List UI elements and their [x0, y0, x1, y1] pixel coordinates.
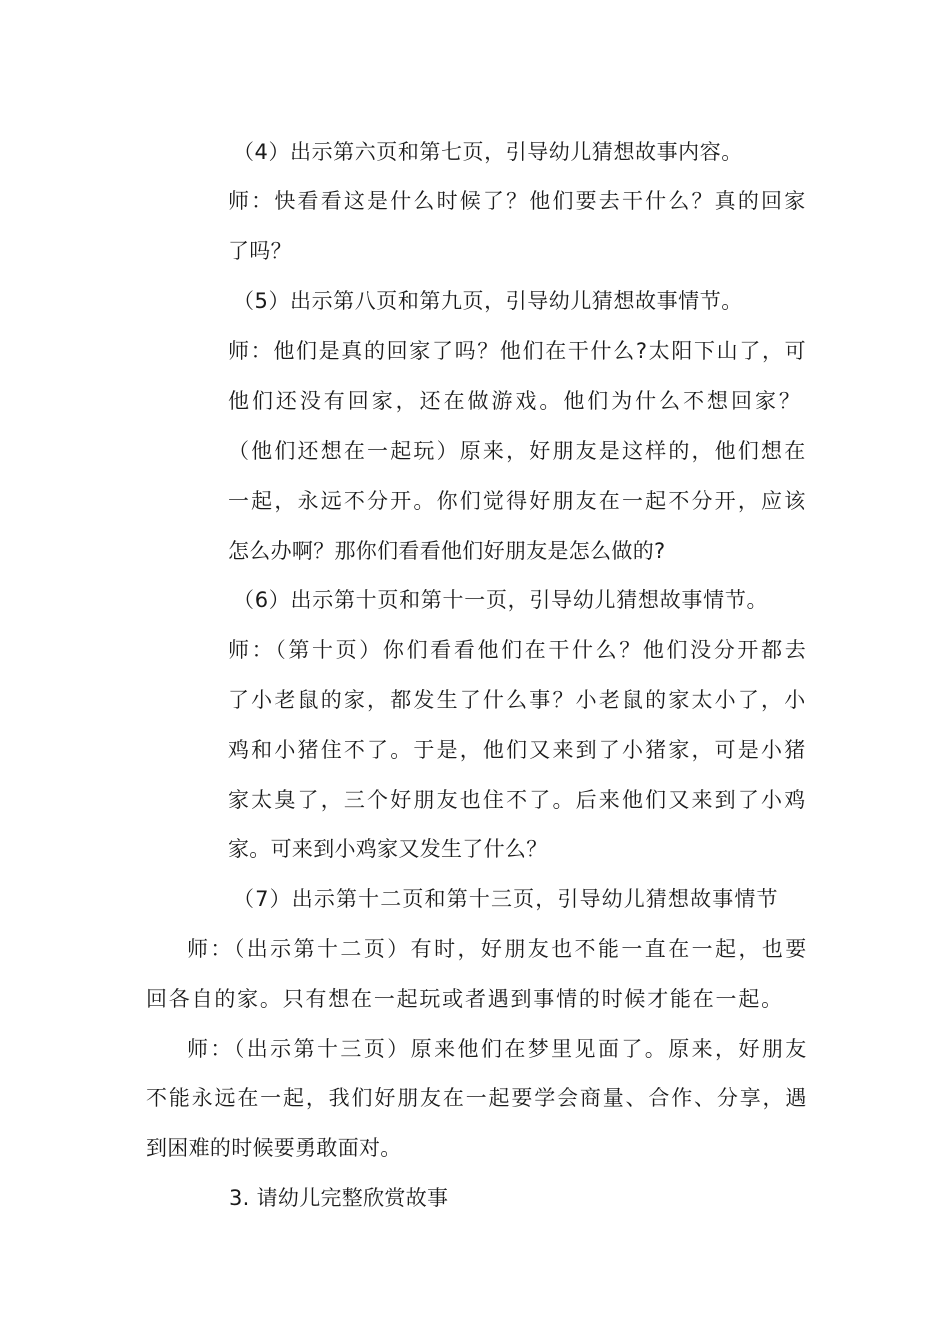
- paragraph-line: 师：（出示第十三页）原来他们在梦里见面了。原来，好朋友: [187, 1037, 809, 1061]
- paragraph-line: 师：（第十页）你们看看他们在干什么？他们没分开都去: [228, 638, 809, 662]
- paragraph-line: 了小老鼠的家，都发生了什么事？小老鼠的家太小了，小: [228, 688, 808, 712]
- step-5-heading: （5）出示第八页和第九页，引导幼儿猜想故事情节。: [233, 289, 743, 313]
- paragraph-line: 鸡和小猪住不了。于是，他们又来到了小猪家，可是小猪: [228, 738, 808, 762]
- paragraph-line: 师：他们是真的回家了吗？他们在干什么?太阳下山了，可: [228, 339, 808, 363]
- step-4-heading: （4）出示第六页和第七页，引导幼儿猜想故事内容。: [233, 140, 743, 164]
- paragraph-line: 他们还没有回家，还在做游戏。他们为什么不想回家？: [228, 389, 803, 413]
- step-6-heading: （6）出示第十页和第十一页，引导幼儿猜想故事情节。: [233, 588, 769, 612]
- paragraph-line: 家太臭了，三个好朋友也住不了。后来他们又来到了小鸡: [228, 788, 808, 812]
- paragraph-line: 一起，永远不分开。你们觉得好朋友在一起不分开，应该: [228, 489, 808, 513]
- paragraph-line: （他们还想在一起玩）原来，好朋友是这样的，他们想在: [228, 439, 808, 463]
- paragraph-line: 不能永远在一起，我们好朋友在一起要学会商量、合作、分享，遇: [146, 1086, 809, 1110]
- paragraph-line: 回各自的家。只有想在一起玩或者遇到事情的时候才能在一起。: [146, 987, 784, 1011]
- paragraph-line: 了吗？: [228, 239, 292, 263]
- step-7-heading: （7）出示第十二页和第十三页，引导幼儿猜想故事情节: [233, 887, 779, 911]
- paragraph-line: 到困难的时候要勇敢面对。: [146, 1136, 402, 1160]
- paragraph-line: 家。可来到小鸡家又发生了什么？: [228, 837, 548, 861]
- paragraph-line: 师：快看看这是什么时候了？他们要去干什么？真的回家: [228, 189, 808, 213]
- paragraph-line: 怎么办啊？那你们看看他们好朋友是怎么做的?: [228, 539, 666, 563]
- step-3-heading: 3. 请幼儿完整欣赏故事: [229, 1186, 449, 1210]
- paragraph-line: 师：（出示第十二页）有时，好朋友也不能一直在一起，也要: [187, 937, 809, 961]
